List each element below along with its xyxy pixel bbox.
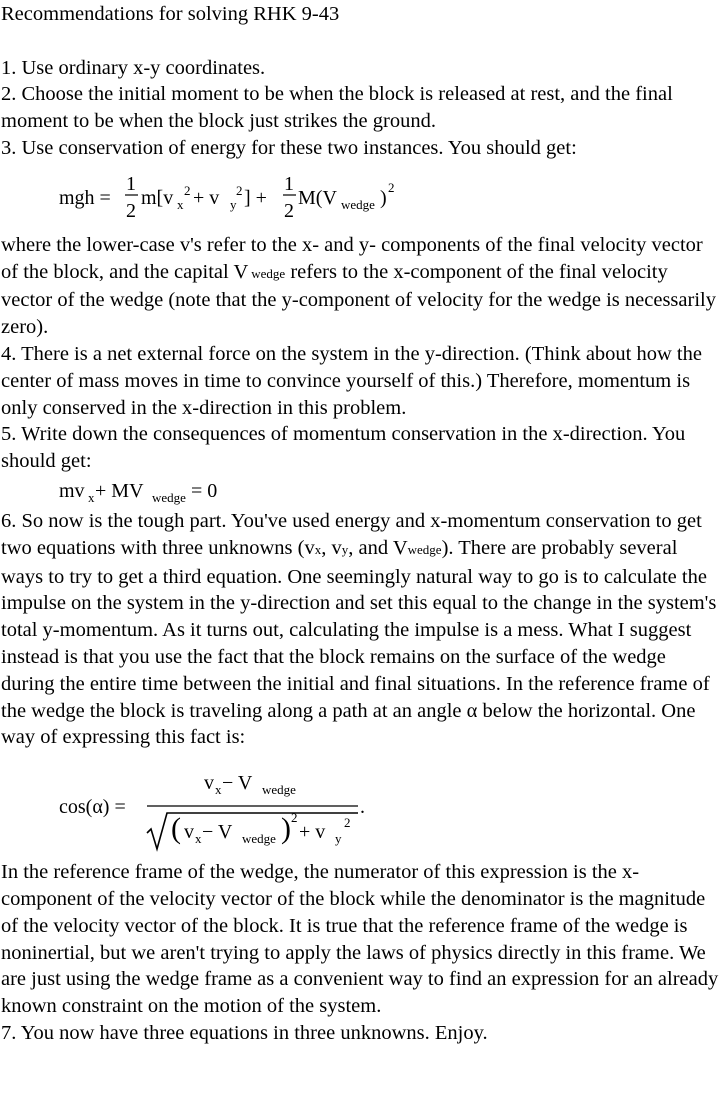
step-6-c: , and V	[348, 536, 408, 559]
angle-den-exp-1: 2	[291, 810, 298, 826]
step-7: 7. You now have three equations in three unknowns. Enjoy.	[1, 1021, 488, 1044]
angle-den-exp-2: 2	[344, 815, 351, 831]
momentum-MV: + MV	[95, 479, 144, 502]
angle-den-sub-y: y	[335, 831, 342, 847]
energy-M-term: M(V	[298, 186, 337, 209]
energy-frac2-num: 1	[284, 172, 294, 195]
energy-frac1-den: 2	[126, 199, 136, 222]
angle-num-sub-wedge: wedge	[262, 782, 296, 798]
document	[1, 0, 721, 1047]
step-6-sub-y: y	[341, 541, 349, 557]
step-1: 1. Use ordinary x-y coordinates.	[1, 56, 266, 79]
step-2: 2. Choose the initial moment to be when the block is released at rest, and the final moment to be when the block just strikes the ground.	[1, 83, 673, 133]
angle-lhs: cos(α) =	[59, 796, 126, 819]
step-3: 3. Use conservation of energy for these two instances. You should get:	[1, 136, 577, 159]
step-5: 5. Write down the consequences of momentum conservation in the x-direction. You should get:	[1, 423, 686, 473]
angle-num-minus: − V	[222, 772, 253, 795]
angle-equation	[1, 751, 721, 859]
step-4: 4. There is a net external force on the system in the y-direction. (Think about how the center of mass moves in time to convince yourself of this.) Therefore, momentum is only conserved in the x-direction in this problem.	[1, 342, 702, 419]
step-6-d: ). There are probably several ways to try to get a third equation. One seemingly natural way to go is to calculate the impulse on the system in the y-direction and set this equal to the change in the system's total y-momentum. As it turns out, calculating the impulse is a mess. What I suggest instead is that you use the fact that the block remains on the surface of the wedge during the entire time between the initial and final situations. In the reference frame of the wedge the block is traveling along a path at an angle α below the horizontal. One way of expressing this fact is:	[1, 536, 717, 749]
energy-exp-3: 2	[388, 179, 395, 195]
momentum-mv: mv	[59, 479, 85, 502]
energy-sub-wedge: wedge	[341, 196, 375, 212]
energy-lhs: mgh =	[59, 186, 111, 209]
energy-exp-1: 2	[184, 182, 191, 198]
angle-equation-svg	[1, 751, 421, 859]
document-title: Recommendations for solving RHK 9-43	[1, 3, 340, 25]
step-3-explanation-a: where the lower-case v's refer to the x- and y- components of the final velocity vector of the block, and the capital V	[1, 233, 703, 283]
angle-den-v: v	[184, 821, 194, 844]
angle-num-sub-x: x	[215, 782, 222, 798]
energy-exp-2: 2	[236, 182, 243, 198]
step-6	[1, 508, 721, 751]
momentum-sub-wedge: wedge	[152, 489, 186, 505]
blank-line	[1, 28, 721, 55]
momentum-equation-svg	[1, 475, 301, 508]
angle-den-minus: − V	[202, 821, 233, 844]
angle-den-rparen: )	[281, 812, 291, 846]
angle-den-sub-x: x	[195, 831, 202, 847]
angle-den-sub-wedge: wedge	[242, 831, 276, 847]
angle-num-v: v	[204, 772, 214, 795]
energy-sub-y: y	[230, 196, 237, 212]
energy-plus-vy: + v	[193, 186, 220, 209]
step-3-explanation-b: refers to the x-component of the final velocity vector of the wedge (note that the y-component of velocity for the wedge is necessarily zero).	[1, 260, 716, 339]
step-6-sub-x: x	[314, 541, 322, 557]
step-6-explanation: In the reference frame of the wedge, the numerator of this expression is the x-component of the velocity vector of the block while the denominator is the magnitude of the velocity vector of the block. It is true that the reference frame of the wedge is noninertial, but we aren't trying to apply the laws of physics directly in this frame. We are just using the wedge frame as a convenient way to find an expression for an already known constraint on the motion of the system.	[1, 861, 719, 1018]
energy-frac1-num: 1	[126, 172, 136, 195]
momentum-equation	[1, 475, 721, 508]
step-3-explanation	[1, 232, 721, 341]
energy-equation-svg	[1, 162, 421, 232]
momentum-sub-x: x	[88, 489, 95, 505]
energy-sub-x: x	[177, 196, 184, 212]
angle-den-plus: + v	[299, 821, 326, 844]
energy-m-term: m[v	[141, 186, 174, 209]
energy-rparen: )	[380, 186, 387, 209]
energy-frac2-den: 2	[284, 199, 294, 222]
energy-equation	[1, 162, 721, 232]
momentum-rhs: = 0	[191, 479, 218, 502]
step-6-sub-wedge: wedge	[407, 541, 442, 557]
angle-den-lparen: (	[171, 812, 181, 846]
step-3-explanation-sub: wedge	[251, 265, 286, 281]
energy-close: ] +	[244, 186, 267, 209]
step-6-b: , v	[321, 536, 342, 559]
step-6-a: 6. So now is the tough part. You've used energy and x-momentum conservation to get two equations with three unknowns (v	[1, 509, 702, 559]
angle-period: .	[360, 796, 365, 819]
